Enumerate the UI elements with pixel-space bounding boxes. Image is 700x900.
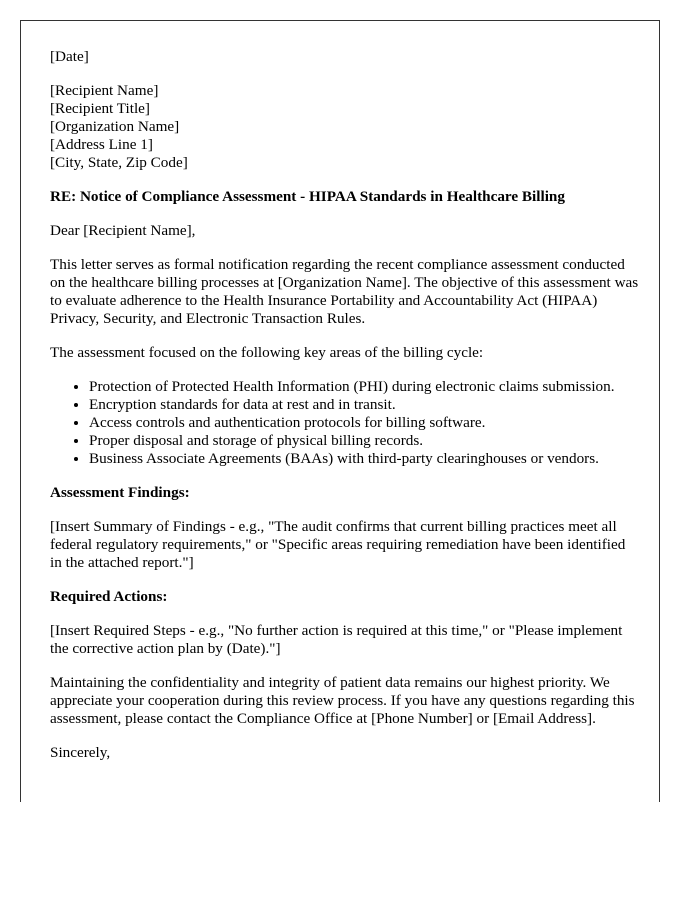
sign-off: Sincerely, xyxy=(50,744,111,761)
actions-text: [Insert Required Steps - e.g., "No further action is required at this time," or "Please implement the corrective action plan by (Date)."] xyxy=(50,622,623,657)
recipient-city-state-zip: [City, State, Zip Code] xyxy=(50,154,188,171)
letter-date: [Date] xyxy=(50,48,89,65)
intro-paragraph: This letter serves as formal notification regarding the recent compliance assessment conducted on the healthcare billing processes at [Organization Name]. The objective of this assessment was to evaluate adherence to the Health Insurance Portability and Accountability Act (HIPAA) Privacy, Security, and Electronic Transaction Rules. xyxy=(50,256,639,327)
focus-areas-list xyxy=(50,378,640,468)
recipient-name: [Recipient Name] xyxy=(50,82,159,99)
recipient-address-block xyxy=(50,82,640,172)
list-item: • Encryption standards for data at rest and in transit. xyxy=(89,396,640,414)
recipient-organization: [Organization Name] xyxy=(50,118,180,135)
focus-intro: The assessment focused on the following key areas of the billing cycle: xyxy=(50,344,484,361)
findings-heading: Assessment Findings: xyxy=(50,484,190,501)
recipient-title: [Recipient Title] xyxy=(50,100,150,117)
closing-paragraph: Maintaining the confidentiality and integrity of patient data remains our highest priority. We appreciate your cooperation during this review process. If you have any questions regarding this assessment, please contact the Compliance Office at [Phone Number] or [Email Address]. xyxy=(50,674,635,727)
actions-heading: Required Actions: xyxy=(50,588,168,605)
letter-salutation: Dear [Recipient Name], xyxy=(50,222,196,239)
recipient-address-line1: [Address Line 1] xyxy=(50,136,153,153)
list-item: • Proper disposal and storage of physical billing records. xyxy=(89,432,640,450)
findings-text: [Insert Summary of Findings - e.g., "The audit confirms that current billing practices meet all federal regulatory requirements," or "Specific areas requiring remediation have been identified in the attached report."] xyxy=(50,518,626,571)
letter-page xyxy=(20,20,660,802)
letter-subject: RE: Notice of Compliance Assessment - HIPAA Standards in Healthcare Billing xyxy=(50,188,565,205)
list-item: • Business Associate Agreements (BAAs) with third-party clearinghouses or vendors. xyxy=(89,450,640,468)
list-item: • Protection of Protected Health Information (PHI) during electronic claims submission. xyxy=(89,378,640,396)
list-item: • Access controls and authentication protocols for billing software. xyxy=(89,414,640,432)
letter-body xyxy=(50,48,640,778)
